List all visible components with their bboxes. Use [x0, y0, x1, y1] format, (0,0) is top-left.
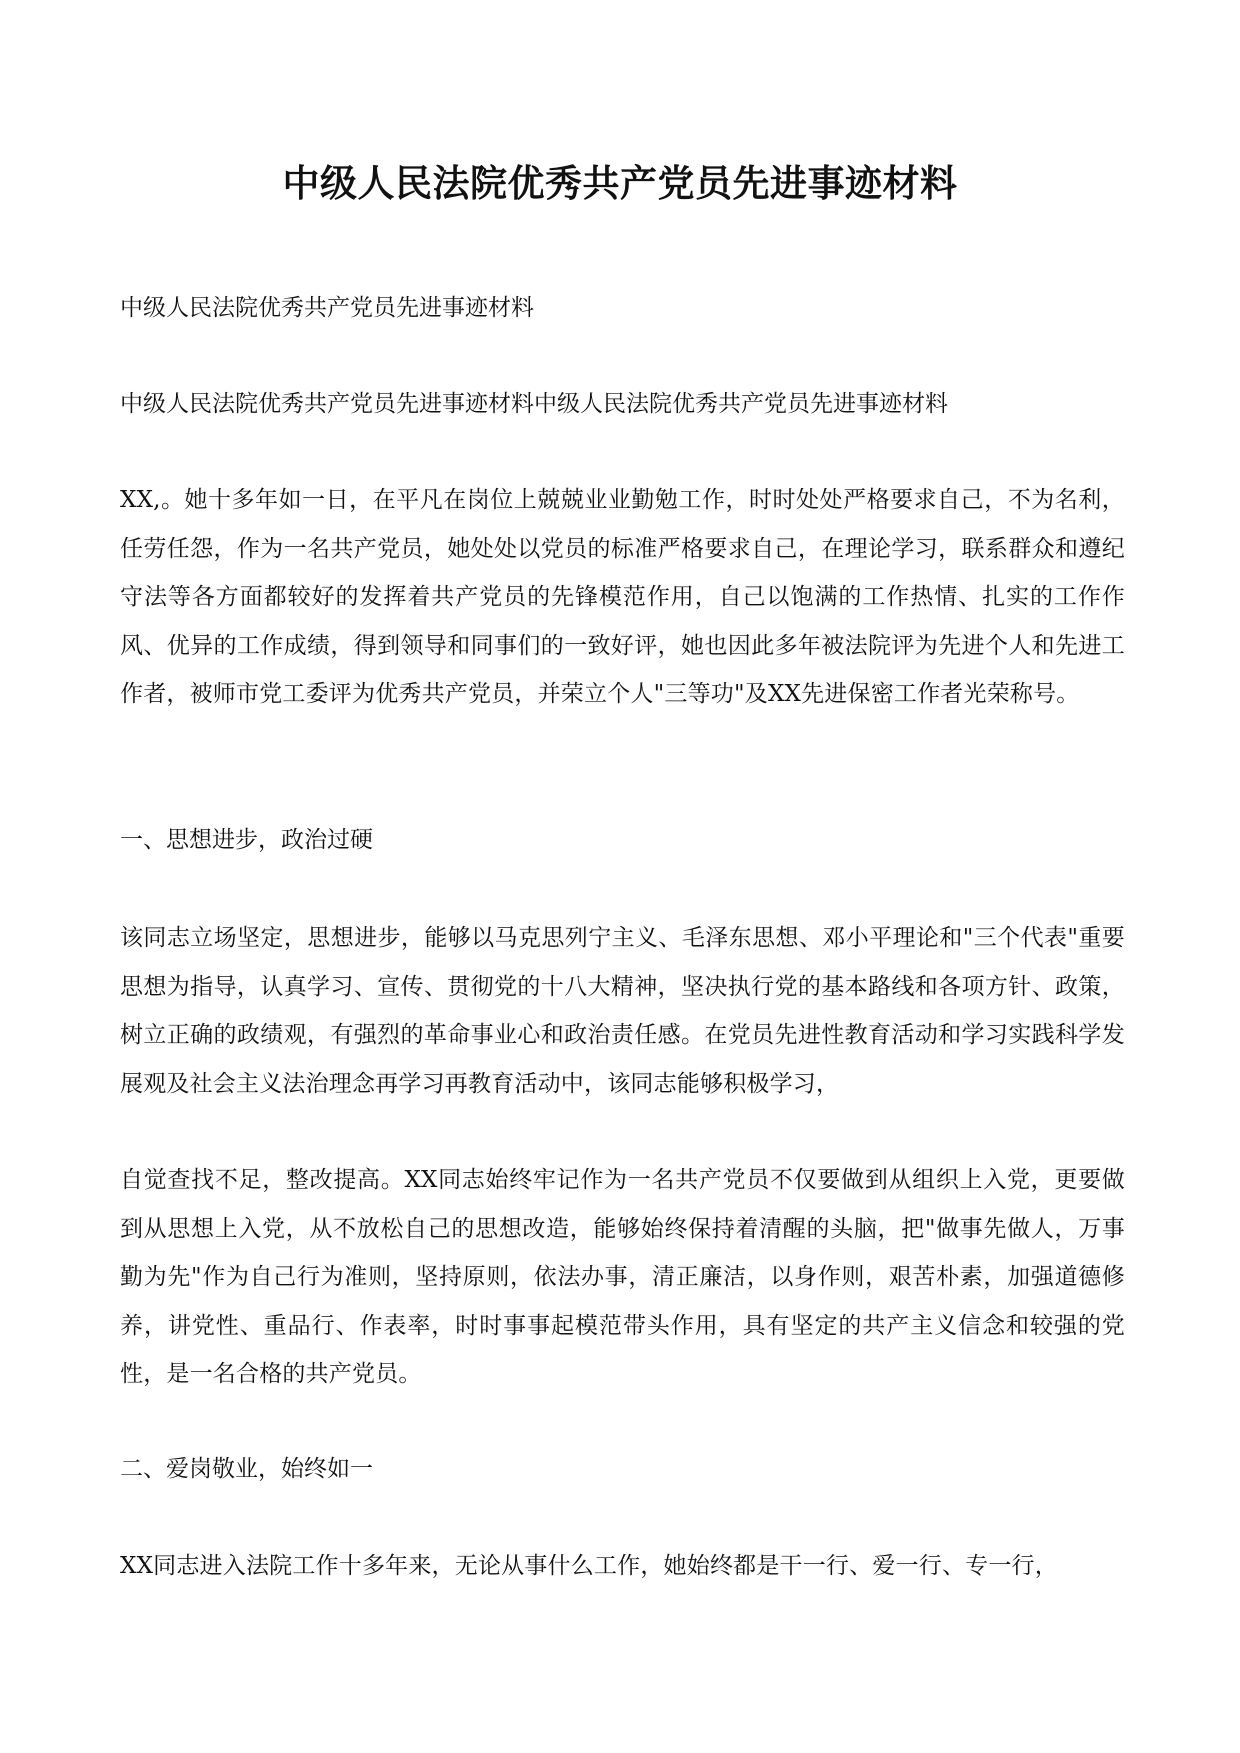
subtitle-repeated-line: 中级人民法院优秀共产党员先进事迹材料中级人民法院优秀共产党员先进事迹材料	[120, 391, 948, 417]
section-1-heading: 一、思想进步，政治过硬	[120, 827, 373, 853]
section-2-paragraph: XX同志进入法院工作十多年来，无论从事什么工作，她始终都是干一行、爱一行、专一行，	[120, 1553, 1058, 1579]
section-2-heading: 二、爱岗敬业，始终如一	[120, 1456, 373, 1482]
section-1-paragraph-a: 该同志立场坚定，思想进步，能够以马克思列宁主义、毛泽东思想、邓小平理论和"三个代表"重要思想为指导，认真学习、宣传、贯彻党的十八大精神，坚决执行党的基本路线和各项方针、政策，树立正确的政绩观，有强烈的革命事业心和政治责任感。在党员先进性教育活动和学习实践科学发展观及社会主义法治理念再学习再教育活动中，该同志能够积极学习，	[120, 925, 1125, 1097]
subtitle-line: 中级人民法院优秀共产党员先进事迹材料	[120, 295, 534, 321]
section-1-paragraph-b: 自觉查找不足，整改提高。XX同志始终牢记作为一名共产党员不仅要做到从组织上入党，更要做到从思想上入党，从不放松自己的思想改造，能够始终保持着清醒的头脑，把"做事先做人，万事勤为先"作为自己行为准则，坚持原则，依法办事，清正廉洁，以身作则，艰苦朴素，加强道德修养，讲党性、重品行、作表率，时时事事起模范带头作用，具有坚定的共产主义信念和较强的党性，是一名合格的共产党员。	[120, 1167, 1125, 1387]
intro-paragraph: XX,。她十多年如一日，在平凡在岗位上兢兢业业勤勉工作，时时处处严格要求自己，不为名利，任劳任怨，作为一名共产党员，她处处以党员的标准严格要求自己，在理论学习，联系群众和遵纪守法等各方面都较好的发挥着共产党员的先锋模范作用，自己以饱满的工作热情、扎实的工作作风、优异的工作成绩，得到领导和同事们的一致好评，她也因此多年被法院评为先进个人和先进工作者，被师市党工委评为优秀共产党员，并荣立个人"三等功"及XX先进保密工作者光荣称号。	[120, 487, 1125, 707]
page-title: 中级人民法院优秀共产党员先进事迹材料	[282, 161, 958, 205]
